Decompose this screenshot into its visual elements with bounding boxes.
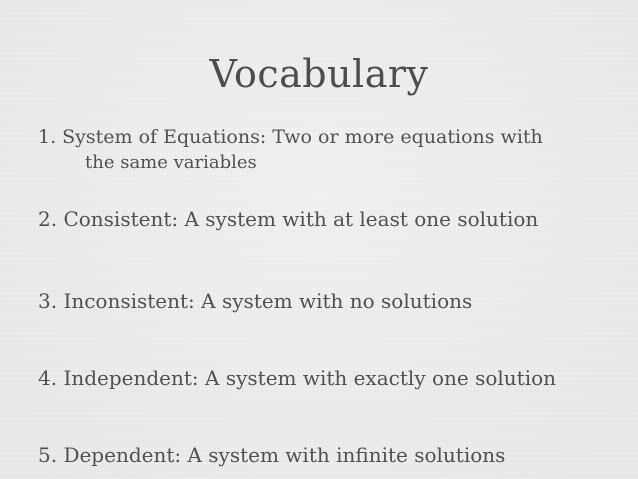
vocabulary-item-4: 4. Independent: A system with exactly one solution — [38, 366, 557, 390]
vocabulary-item-5: 5. Dependent: A system with infinite solutions — [38, 443, 506, 467]
vocabulary-item-3: 3. Inconsistent: A system with no solutions — [38, 289, 473, 313]
vocabulary-item-1-line-1: 1. System of Equations: Two or more equations with — [38, 126, 543, 148]
vocabulary-item-2: 2. Consistent: A system with at least one solution — [38, 207, 539, 231]
vocabulary-item-1 — [38, 124, 543, 176]
vocabulary-item-1-line-2: the same variables — [85, 152, 257, 173]
slide-title: Vocabulary — [209, 52, 429, 96]
